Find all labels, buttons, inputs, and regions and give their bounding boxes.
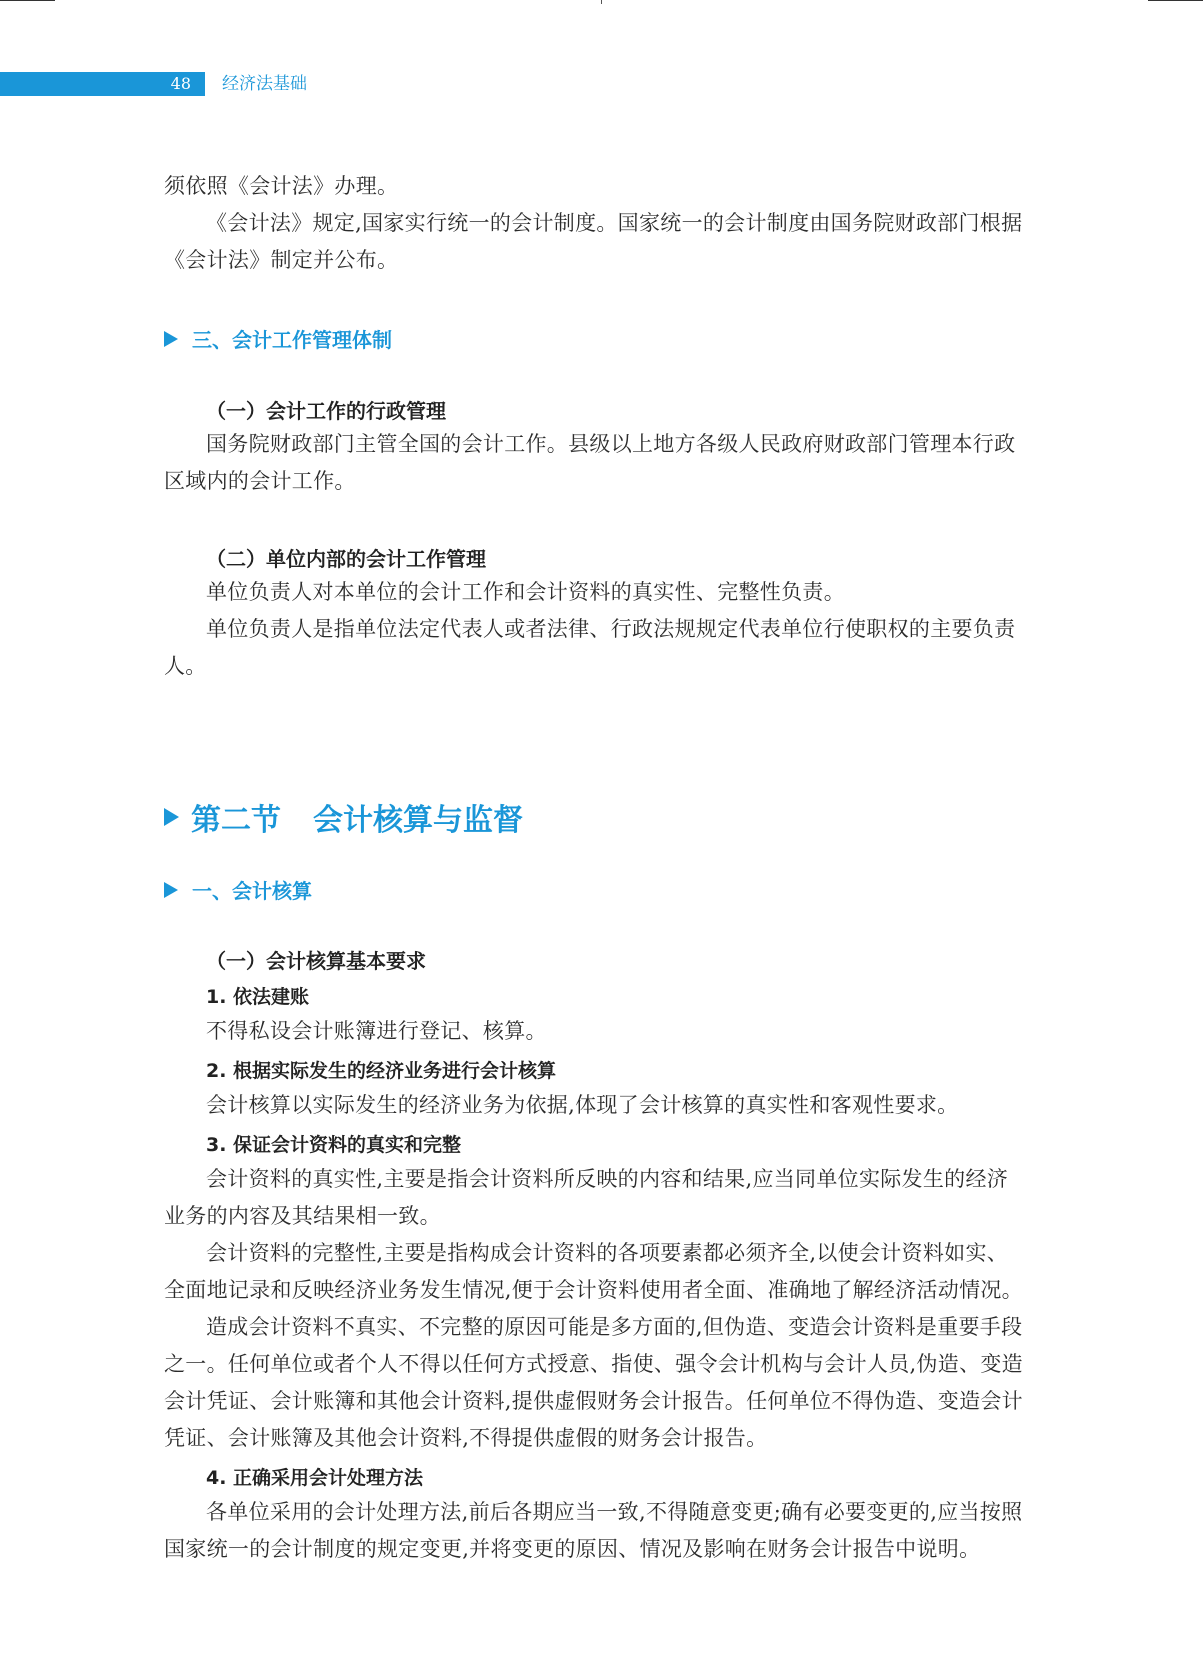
heading-text: 三、会计工作管理体制 (192, 328, 392, 352)
crop-mark-center (601, 0, 602, 4)
paragraph: 造成会计资料不真实、不完整的原因可能是多方面的,但伪造、变造会计资料是重要手段之一。任何单位或者个人不得以任何方式授意、指使、强令会计机构与会计人员,伪造、变造会计凭证、会计账簿和其他会计资料,提供虚假财务会计报告。任何单位不得伪造、变造会计凭证、会计账簿及其他会计资料,不得提供虚假的财务会计报告。 (164, 1315, 1023, 1450)
paragraph: 《会计法》规定,国家实行统一的会计制度。国家统一的会计制度由国务院财政部门根据《会计法》制定并公布。 (164, 211, 1023, 272)
item-heading: 2. 根据实际发生的经济业务进行会计核算 (206, 1060, 557, 1082)
subheading-admin-management: （一）会计工作的行政管理 (206, 399, 446, 423)
item-heading: 3. 保证会计资料的真实和完整 (206, 1134, 462, 1156)
triangle-bullet-icon (164, 882, 178, 898)
book-title: 经济法基础 (222, 74, 307, 94)
section-name: 会计核算与监督 (313, 803, 523, 838)
heading-text: 一、会计核算 (192, 879, 312, 903)
paragraph: 会计资料的真实性,主要是指会计资料所反映的内容和结果,应当同单位实际发生的经济业务的内容及其结果相一致。 (164, 1167, 1009, 1228)
section-title (164, 795, 523, 839)
paragraph: 国务院财政部门主管全国的会计工作。县级以上地方各级人民政府财政部门管理本行政区域内的会计工作。 (164, 432, 1016, 493)
crop-mark-left (0, 0, 55, 1)
section-number: 第二节 (191, 803, 281, 838)
paragraph: 须依照《会计法》办理。 (164, 174, 399, 198)
heading-management-system (164, 324, 392, 353)
paragraph: 不得私设会计账簿进行登记、核算。 (206, 1019, 547, 1043)
item-heading: 1. 依法建账 (206, 986, 310, 1008)
triangle-bullet-icon (164, 808, 179, 826)
crop-mark-right (1148, 0, 1203, 1)
subheading-internal-management: （二）单位内部的会计工作管理 (206, 547, 486, 571)
heading-accounting (164, 875, 312, 904)
paragraph: 单位负责人对本单位的会计工作和会计资料的真实性、完整性负责。 (206, 580, 845, 604)
subheading-basic-requirements: （一）会计核算基本要求 (206, 949, 426, 973)
item-heading: 4. 正确采用会计处理方法 (206, 1467, 424, 1489)
paragraph: 各单位采用的会计处理方法,前后各期应当一致,不得随意变更;确有必要变更的,应当按照国家统一的会计制度的规定变更,并将变更的原因、情况及影响在财务会计报告中说明。 (164, 1500, 1023, 1561)
paragraph: 会计资料的完整性,主要是指构成会计资料的各项要素都必须齐全,以使会计资料如实、全面地记录和反映经济业务发生情况,便于会计资料使用者全面、准确地了解经济活动情况。 (164, 1241, 1023, 1302)
page-number: 48 (170, 74, 191, 93)
triangle-bullet-icon (164, 331, 178, 347)
paragraph: 会计核算以实际发生的经济业务为依据,体现了会计核算的真实性和客观性要求。 (206, 1093, 959, 1117)
paragraph: 单位负责人是指单位法定代表人或者法律、行政法规规定代表单位行使职权的主要负责人。 (164, 617, 1016, 678)
